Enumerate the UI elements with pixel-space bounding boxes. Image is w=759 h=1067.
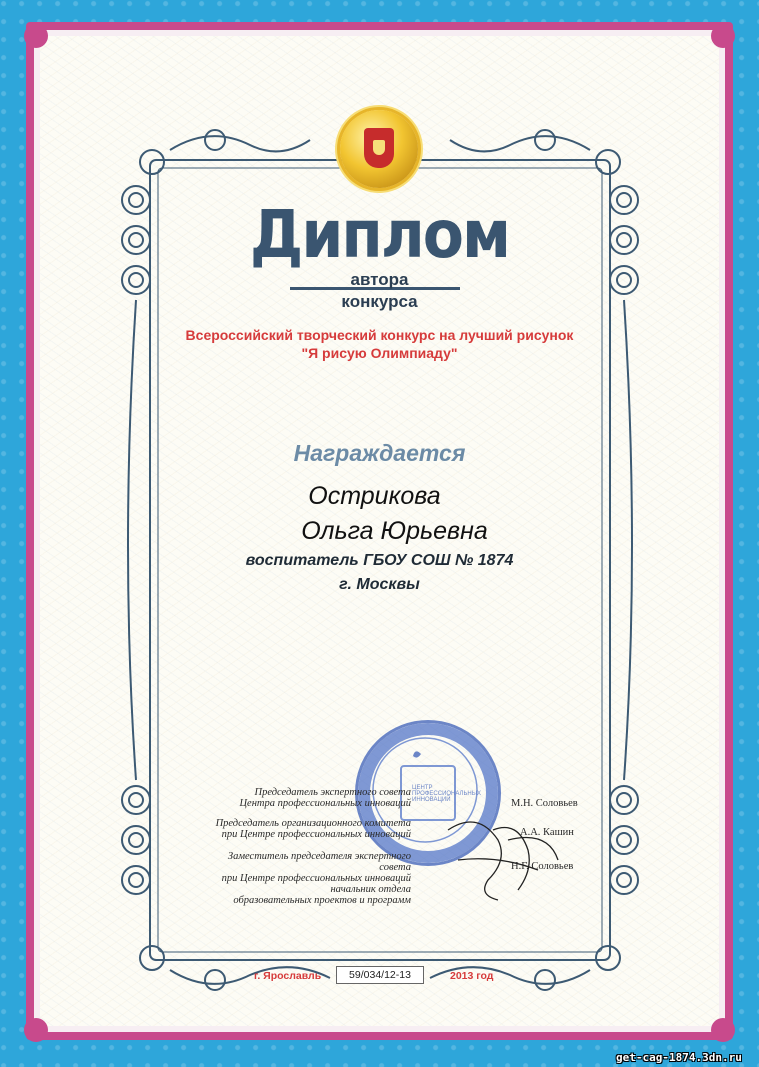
handwritten-signature	[438, 800, 578, 910]
shield-icon	[373, 140, 385, 155]
signature-role-2	[201, 818, 411, 840]
recipient-position: воспитатель ГБОУ СОШ № 1874	[245, 552, 514, 569]
signature-role-3-line-1: Заместитель председателя экспертного совета	[227, 851, 411, 873]
site-watermark: get-cag-1874.3dn.ru	[616, 1051, 742, 1064]
signature-name-2: А.А. Кашин	[520, 827, 574, 838]
awarded-label: Награждается	[293, 440, 466, 466]
signature-name-3: Н.Г. Соловьев	[511, 861, 574, 872]
recipient-surname: Острикова	[308, 482, 441, 510]
state-emblem-seal	[340, 110, 418, 188]
signature-name-1: М.Н. Соловьев	[511, 798, 578, 809]
signature-role-2-line-1: Председатель организационного комитета	[215, 818, 411, 829]
subtitle-line-1: автора	[350, 270, 409, 289]
footer-year: 2013 год	[450, 970, 494, 982]
stamp-center-text: ЦЕНТР ПРОФЕССИОНАЛЬНЫХ ИННОВАЦИЙ	[412, 785, 482, 803]
signature-role-3	[201, 851, 411, 906]
signature-role-3-line-4: образовательных проектов и программ	[233, 895, 411, 906]
contest-name-line-2: "Я рисую Олимпиаду"	[301, 345, 458, 361]
recipient-name: Ольга Юрьевна	[301, 517, 488, 545]
diploma-title: Диплом	[249, 196, 510, 274]
contest-name-line-1: Всероссийский творческий конкурс на лучший рисунок	[185, 327, 574, 343]
recipient-city: г. Москвы	[339, 576, 420, 593]
signature-role-1-line-2: Центра профессиональных инноваций	[239, 798, 411, 809]
signature-role-2-line-2: при Центре профессиональных инноваций	[221, 829, 411, 840]
signature-role-3-line-3: начальник отдела	[330, 884, 411, 895]
registration-number: 59/034/12-13	[336, 966, 424, 984]
signature-role-1-line-1: Председатель экспертного совета	[254, 787, 411, 798]
subtitle-line-2: конкурса	[341, 292, 418, 311]
signature-role-3-line-2: при Центре профессиональных инноваций	[221, 873, 411, 884]
signature-role-1	[201, 787, 411, 809]
footer-city: г. Ярославль	[254, 970, 322, 982]
